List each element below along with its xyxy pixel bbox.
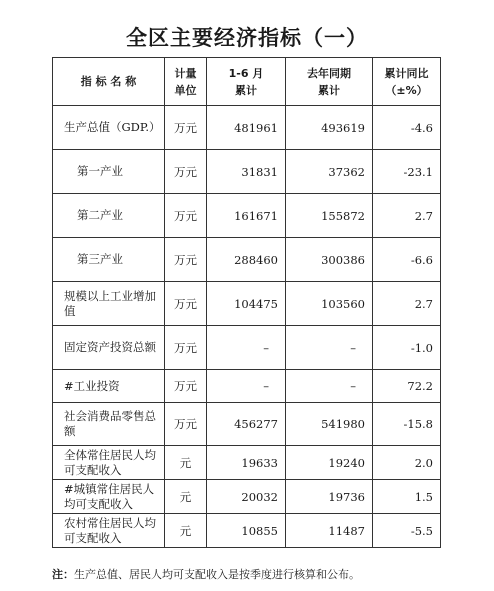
header-yoy-line1: 累计同比 bbox=[384, 66, 429, 80]
row-last: 37362 bbox=[286, 150, 373, 194]
row-last: 300386 bbox=[286, 238, 373, 282]
header-current bbox=[207, 58, 286, 106]
footnote-text: 生产总值、居民人均可支配收入是按季度进行核算和公布。 bbox=[74, 568, 360, 581]
row-name: 农村常住居民人均可支配收入 bbox=[53, 514, 165, 548]
table-header-row bbox=[53, 58, 441, 106]
header-current-line2: 累计 bbox=[235, 83, 257, 97]
row-unit: 万元 bbox=[165, 370, 207, 403]
row-last: 541980 bbox=[286, 403, 373, 446]
row-last: 155872 bbox=[286, 194, 373, 238]
row-yoy: -23.1 bbox=[373, 150, 441, 194]
row-current: 19633 bbox=[207, 446, 286, 480]
row-unit: 元 bbox=[165, 446, 207, 480]
row-name: 第一产业 bbox=[53, 150, 165, 194]
row-yoy: 72.2 bbox=[373, 370, 441, 403]
row-unit: 万元 bbox=[165, 403, 207, 446]
table-row bbox=[53, 480, 441, 514]
header-lastyear-line2: 累计 bbox=[318, 83, 340, 97]
row-current: 10855 bbox=[207, 514, 286, 548]
table-row bbox=[53, 106, 441, 150]
row-last: 19240 bbox=[286, 446, 373, 480]
row-current: 104475 bbox=[207, 282, 286, 326]
row-current: 456277 bbox=[207, 403, 286, 446]
row-unit: 元 bbox=[165, 514, 207, 548]
row-unit: 万元 bbox=[165, 150, 207, 194]
row-name: 第二产业 bbox=[53, 194, 165, 238]
header-current-line1: 1-6 月 bbox=[228, 66, 264, 80]
row-last: 493619 bbox=[286, 106, 373, 150]
row-current: 481961 bbox=[207, 106, 286, 150]
row-last: 11487 bbox=[286, 514, 373, 548]
footnote-label: 注： bbox=[52, 568, 74, 581]
row-last: – bbox=[286, 370, 373, 403]
row-current: 161671 bbox=[207, 194, 286, 238]
row-unit: 万元 bbox=[165, 326, 207, 370]
table-row bbox=[53, 446, 441, 480]
row-name: 生产总值（GDP.） bbox=[53, 106, 165, 150]
table-row bbox=[53, 370, 441, 403]
header-indicator: 指 标 名 称 bbox=[53, 58, 165, 106]
row-yoy: -4.6 bbox=[373, 106, 441, 150]
row-name: #工业投资 bbox=[53, 370, 165, 403]
header-lastyear-line1: 去年同期 bbox=[307, 66, 351, 80]
header-yoy-line2: （±%） bbox=[385, 83, 428, 97]
row-name: #城镇常住居民人均可支配收入 bbox=[53, 480, 165, 514]
row-last: 103560 bbox=[286, 282, 373, 326]
row-last: 19736 bbox=[286, 480, 373, 514]
row-yoy: 1.5 bbox=[373, 480, 441, 514]
row-current: – bbox=[207, 326, 286, 370]
table-row bbox=[53, 282, 441, 326]
row-unit: 万元 bbox=[165, 282, 207, 326]
row-name: 固定资产投资总额 bbox=[53, 326, 165, 370]
row-yoy: 2.7 bbox=[373, 194, 441, 238]
row-yoy: 2.0 bbox=[373, 446, 441, 480]
row-unit: 万元 bbox=[165, 106, 207, 150]
row-unit: 万元 bbox=[165, 194, 207, 238]
header-unit-line1: 计量 bbox=[174, 66, 197, 80]
page-title: 全区主要经济指标（一） bbox=[126, 26, 368, 50]
row-unit: 元 bbox=[165, 480, 207, 514]
header-lastyear bbox=[286, 58, 373, 106]
row-name: 全体常住居民人均可支配收入 bbox=[53, 446, 165, 480]
indicator-table bbox=[52, 57, 441, 548]
row-yoy: -6.6 bbox=[373, 238, 441, 282]
table-row bbox=[53, 150, 441, 194]
table-row bbox=[53, 326, 441, 370]
table-row bbox=[53, 238, 441, 282]
row-name: 规模以上工业增加值 bbox=[53, 282, 165, 326]
header-yoy bbox=[373, 58, 441, 106]
footnote bbox=[52, 566, 360, 582]
table-row bbox=[53, 514, 441, 548]
row-yoy: 2.7 bbox=[373, 282, 441, 326]
table-row bbox=[53, 194, 441, 238]
row-current: – bbox=[207, 370, 286, 403]
table-row bbox=[53, 403, 441, 446]
row-yoy: -15.8 bbox=[373, 403, 441, 446]
row-current: 20032 bbox=[207, 480, 286, 514]
row-name: 社会消费品零售总额 bbox=[53, 403, 165, 446]
row-name: 第三产业 bbox=[53, 238, 165, 282]
row-current: 288460 bbox=[207, 238, 286, 282]
row-yoy: -1.0 bbox=[373, 326, 441, 370]
row-unit: 万元 bbox=[165, 238, 207, 282]
row-last: – bbox=[286, 326, 373, 370]
row-current: 31831 bbox=[207, 150, 286, 194]
header-unit-line2: 单位 bbox=[174, 83, 197, 97]
header-unit bbox=[165, 58, 207, 106]
row-yoy: -5.5 bbox=[373, 514, 441, 548]
